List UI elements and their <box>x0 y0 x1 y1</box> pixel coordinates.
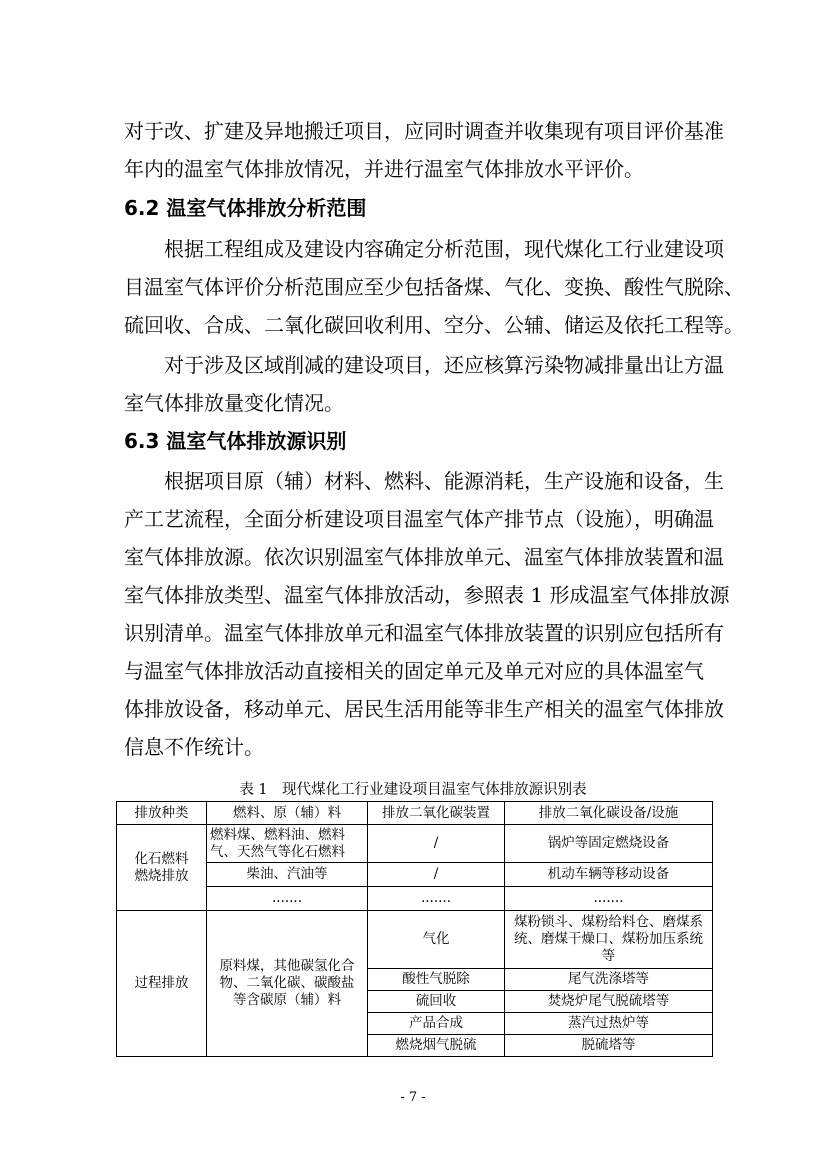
table-cell: 尾气洗涤塔等 <box>505 969 713 991</box>
intro-paragraph <box>124 112 724 188</box>
text-line: 识别清单。温室气体排放单元和温室气体排放装置的识别应包括所有 <box>124 621 724 645</box>
table-cell: / <box>368 863 505 887</box>
section-heading-6-2: 6.2 温室气体排放分析范围 <box>124 196 367 220</box>
table-row <box>117 863 713 887</box>
section-6-3-paragraph-1 <box>124 462 730 766</box>
section-heading-6-3: 6.3 温室气体排放源识别 <box>124 429 347 453</box>
table-row <box>117 911 713 969</box>
table-row <box>117 887 713 911</box>
table-cell: 酸性气脱除 <box>368 969 505 991</box>
table-cell: 气化 <box>368 911 505 969</box>
text-line: 目温室气体评价分析范围应至少包括备煤、气化、变换、酸性气脱除、 <box>124 275 744 299</box>
table-header-row <box>117 802 713 825</box>
table-cell: 硫回收 <box>368 991 505 1013</box>
table-cell: 蒸汽过热炉等 <box>505 1013 713 1035</box>
header-emission-type: 排放种类 <box>117 802 207 825</box>
table-cell: 脱硫塔等 <box>505 1035 713 1057</box>
header-co2-equipment: 排放二氧化碳设备/设施 <box>505 802 713 825</box>
text-line: 与温室气体排放活动直接相关的固定单元及单元对应的具体温室气 <box>124 659 704 683</box>
section-6-2-paragraph-1 <box>124 230 744 344</box>
table-cell: / <box>368 825 505 863</box>
table-cell: 焚烧炉尾气脱硫塔等 <box>505 991 713 1013</box>
category-fossil-combustion: 化石燃料 燃烧排放 <box>117 825 207 911</box>
text-line: 信息不作统计。 <box>124 735 264 759</box>
text-line: 硫回收、合成、二氧化碳回收利用、空分、公辅、储运及依托工程等。 <box>124 313 744 337</box>
text-line: 根据项目原（辅）材料、燃料、能源消耗，生产设施和设备，生 <box>164 469 724 493</box>
table-cell: 锅炉等固定燃烧设备 <box>505 825 713 863</box>
table-cell: 燃烧烟气脱硫 <box>368 1035 505 1057</box>
text-line: 年内的温室气体排放情况，并进行温室气体排放水平评价。 <box>124 157 644 181</box>
text-line: 对于改、扩建及异地搬迁项目，应同时调查并收集现有项目评价基准 <box>124 119 724 143</box>
page-number: - 7 - <box>400 1090 426 1105</box>
table-cell: 煤粉锁斗、煤粉给料仓、磨煤系统、磨煤干燥口、煤粉加压系统等 <box>505 911 713 969</box>
text-line: 对于涉及区域削减的建设项目，还应核算污染物减排量出让方温 <box>164 353 724 377</box>
emission-source-table <box>116 801 713 1057</box>
text-line: 产工艺流程，全面分析建设项目温室气体产排节点（设施），明确温 <box>124 507 714 531</box>
table-cell: 机动车辆等移动设备 <box>505 863 713 887</box>
table-cell: ....... <box>207 887 368 911</box>
category-process-emission: 过程排放 <box>117 911 207 1057</box>
text-line: 体排放设备，移动单元、居民生活用能等非生产相关的温室气体排放 <box>124 697 724 721</box>
table-cell: ....... <box>505 887 713 911</box>
table-row <box>117 825 713 863</box>
table-cell: ....... <box>368 887 505 911</box>
table-cell: 产品合成 <box>368 1013 505 1035</box>
table-cell: 柴油、汽油等 <box>207 863 368 887</box>
text-line: 室气体排放量变化情况。 <box>124 391 344 415</box>
table-cell: 燃料煤、燃料油、燃料气、天然气等化石燃料 <box>207 825 368 863</box>
table-caption: 表 1 现代煤化工行业建设项目温室气体排放源识别表 <box>239 782 587 798</box>
section-6-2-paragraph-2 <box>124 346 724 422</box>
text-line: 室气体排放源。依次识别温室气体排放单元、温室气体排放装置和温 <box>124 545 724 569</box>
process-raw-materials: 原料煤，其他碳氢化合 物、二氧化碳、碳酸盐 等含碳原（辅）料 <box>207 911 368 1057</box>
header-fuel-material: 燃料、原（辅）料 <box>207 802 368 825</box>
text-line: 根据工程组成及建设内容确定分析范围，现代煤化工行业建设项 <box>164 237 724 261</box>
header-co2-unit: 排放二氧化碳装置 <box>368 802 505 825</box>
text-line: 室气体排放类型、温室气体排放活动，参照表 1 形成温室气体排放源 <box>124 583 730 607</box>
